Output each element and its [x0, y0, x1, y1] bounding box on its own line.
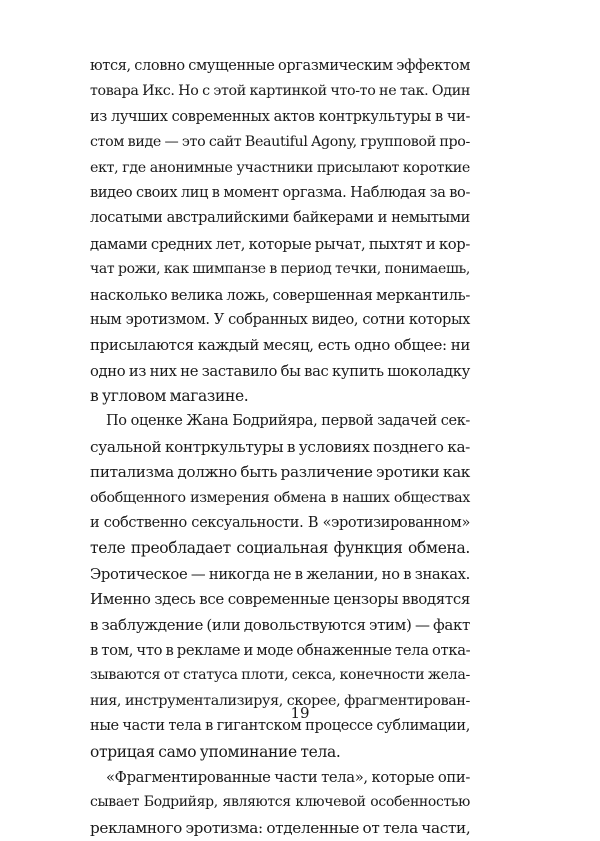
text-line: ния, инструментализируя, скорее, фрагментирован-: [90, 692, 470, 709]
text-line: ным эротизмом. У собранных видео, сотни которых: [90, 311, 470, 328]
text-line: Эротическое — никогда не в желании, но в знаках.: [90, 565, 470, 583]
text-line: в угловом магазине.: [90, 387, 249, 406]
text-line: присылаются каждый месяц, есть одно общее: ни: [90, 336, 470, 355]
text-line: рекламного эротизма: отделенные от тела части,: [90, 818, 471, 837]
text-line: насколько велика ложь, совершенная меркантиль-: [90, 286, 470, 304]
text-line: отрицая само упоминание тела.: [90, 742, 341, 761]
page-number: 19: [290, 704, 310, 722]
text-line: зываются от статуса плоти, секса, конечности жела-: [90, 667, 470, 684]
text-line: стом виде — это сайт Beautiful Agony, групповой про-: [90, 134, 470, 151]
text-line: в том, что в рекламе и моде обнаженные тела отка-: [90, 641, 471, 659]
text-line: дамами средних лет, которые рычат, пыхтят и кор-: [90, 235, 470, 253]
text-line: одно из них не заставило бы вас купить шоколадку: [90, 362, 470, 380]
text-line: обобщенного измерения обмена в наших обществах: [90, 489, 470, 506]
text-line: товара Икс. Но с этой картинкой что-то не так. Один: [90, 83, 470, 100]
text-line: суальной контркультуры в условиях позднего ка-: [90, 437, 470, 456]
text-line: в заблуждение (или довольствуются этим) — факт: [90, 615, 470, 634]
text-line: ются, словно смущенные оргазмическим эффектом: [90, 58, 470, 74]
text-line: «Фрагментированные части тела», которые опи-: [106, 768, 470, 786]
text-line: По оценке Жана Бодрийяра, первой задачей сек-: [106, 413, 470, 430]
page-body: [90, 54, 470, 841]
text-line: и собственно сексуальности. В «эротизированном»: [90, 515, 470, 532]
paragraph-3: [90, 765, 470, 841]
text-line: ект, где анонимные участники присылают короткие: [90, 159, 470, 176]
text-line: сывает Бодрийяр, являются ключевой особенностью: [90, 794, 470, 811]
text-line: теле преобладает социальная функция обмена.: [90, 539, 470, 558]
text-line: лосатыми австралийскими байкерами и немытыми: [90, 210, 470, 227]
text-line: видео своих лиц в момент оргазма. Наблюдая за во-: [90, 184, 470, 201]
text-line: чат рожи, как шимпанзе в период течки, понимаешь,: [90, 261, 470, 278]
paragraph-1: [90, 54, 470, 409]
text-line: Именно здесь все современные цензоры вводятся: [90, 590, 470, 609]
text-line: ные части тела в гигантском процессе сублимации,: [90, 718, 470, 735]
text-line: питализма должно быть различение эротики как: [90, 463, 470, 482]
text-line: из лучших современных актов контркультуры в чи-: [90, 108, 470, 125]
